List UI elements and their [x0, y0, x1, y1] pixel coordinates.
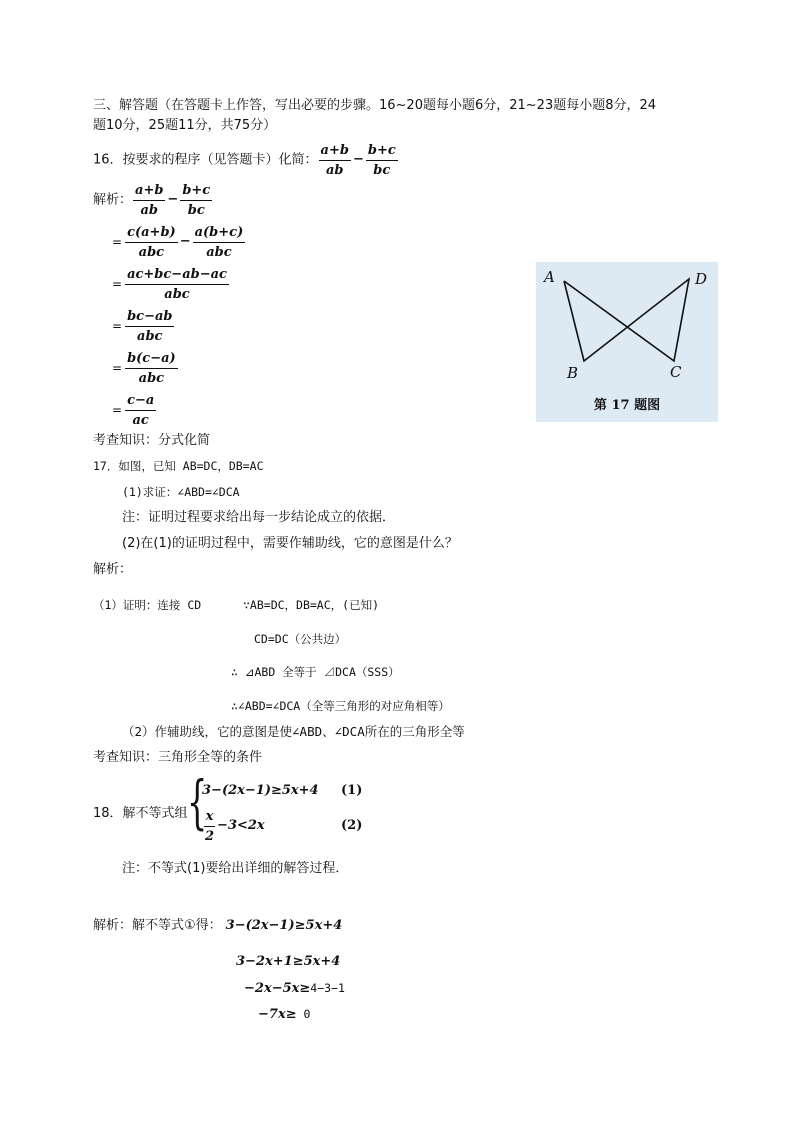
q17-analysis-label: 解析：	[93, 562, 133, 577]
bowtie-diagram	[536, 262, 718, 392]
q17-proof-line-2: CD=DC（公共边）	[254, 632, 347, 646]
inequality-2-tag: (2)	[341, 818, 363, 833]
analysis-label: 解析：	[93, 192, 133, 208]
q16-step-2: = $\frac{ac+bc-ab-ac}{\text{abc}}$	[112, 266, 227, 302]
q17-figure	[536, 262, 718, 422]
q17-part-2: (2)在(1)的证明过程中，需要作辅助线，它的意图是什么？	[122, 536, 458, 551]
q16-step-5: = $\frac{c-a}{ac}$	[112, 392, 155, 428]
q16-step-4: = $\frac{b(c-a)}{\text{abc}}$	[112, 350, 176, 386]
q17-note: 注：证明过程要求给出每一步结论成立的依据．	[122, 510, 396, 525]
q17-knowledge: 考查知识：三角形全等的条件	[93, 750, 263, 765]
minus-sign: −	[352, 152, 364, 167]
system-brace: {	[187, 768, 208, 836]
q16-fraction-2: $\frac{b+c}{bc}$	[367, 142, 396, 178]
q18-analysis: 解析：解不等式①得： 3−(2x−1)≥5x+4	[93, 918, 343, 933]
q18-note: 注：不等式(1)要给出详细的解答过程．	[122, 861, 349, 876]
fraction: $\frac{ac+bc-ab-ac}{\text{abc}}$	[127, 266, 227, 302]
q17-proof-line-4: ∴∠ABD=∠DCA（全等三角形的对应角相等）	[231, 699, 450, 713]
fraction: $\frac{a(b+c)}{\text{abc}}$	[194, 224, 244, 260]
q16-step-3: = $\frac{bc-ab}{\text{abc}}$	[112, 308, 173, 344]
q18-step-3: −7x≥ 0	[258, 1007, 311, 1022]
q17-answer-2: （2）作辅助线，它的意图是使∠ABD、∠DCA所在的三角形全等	[122, 724, 465, 739]
q16-prompt: 16．按要求的程序（见答题卡）化简：	[93, 152, 318, 168]
q17-proof-line-1b: ∵AB=DC，DB=AC，(已知)	[243, 598, 380, 612]
label-d: D	[695, 270, 708, 288]
q17-part-1: (1)求证：∠ABD=∠DCA	[122, 485, 240, 499]
question-17: 17．如图，已知 AB=DC，DB=AC	[93, 459, 264, 473]
inequality-2: $\frac{x}{2}$ −3<2x	[205, 808, 265, 844]
q16-analysis-line0: 解析： $\frac{a+b}{ab}$ − $\frac{b+c}{bc}$	[93, 182, 211, 218]
section-header-line2: 题10分，25题11分，共75分）	[93, 118, 277, 133]
label-a: A	[544, 268, 555, 286]
question-18: 18．解不等式组	[93, 806, 188, 821]
section-header-line1: 三、解答题（在答题卡上作答，写出必要的步骤。16~20题每小题6分，21~23题每小题8分，24	[93, 98, 657, 113]
q18-step-1: 3−2x+1≥5x+4	[236, 954, 341, 969]
inequality-1: 3−(2x−1)≥5x+4	[202, 783, 319, 798]
fraction: $\frac{a+b}{ab}$	[135, 182, 164, 218]
fraction: $\frac{c-a}{ac}$	[127, 392, 155, 428]
q16-fraction-1: $\frac{a+b}{ab}$	[320, 142, 349, 178]
fraction: $\frac{b(c-a)}{\text{abc}}$	[127, 350, 176, 386]
q18-step-2: −2x−5x≥4−3−1	[244, 981, 345, 996]
label-b: B	[567, 364, 579, 382]
fraction: $\frac{bc-ab}{\text{abc}}$	[127, 308, 173, 344]
fraction: $\frac{c(a+b)}{\text{abc}}$	[127, 224, 176, 260]
question-16	[93, 140, 399, 181]
q17-proof-line-1a: （1）证明：连接 CD	[93, 598, 202, 612]
q16-knowledge: 考查知识：分式化简	[93, 433, 211, 448]
q18-step-0: 3−(2x−1)≥5x+4	[225, 918, 343, 933]
fraction: $\frac{b+c}{bc}$	[182, 182, 211, 218]
q17-proof-line-3: ∴ ⊿ABD 全等于 ⊿DCA（SSS）	[231, 665, 400, 679]
q16-step-1: = $\frac{c(a+b)}{\text{abc}}$ − $\frac{a(b+c)}{\text{abc}}$	[112, 224, 244, 260]
diagram-lines	[564, 279, 689, 361]
label-c: C	[670, 363, 682, 381]
figure-caption: 第 17 题图	[593, 398, 661, 413]
fraction: $\frac{x}{2}$	[205, 808, 215, 844]
inequality-1-tag: (1)	[341, 783, 363, 798]
